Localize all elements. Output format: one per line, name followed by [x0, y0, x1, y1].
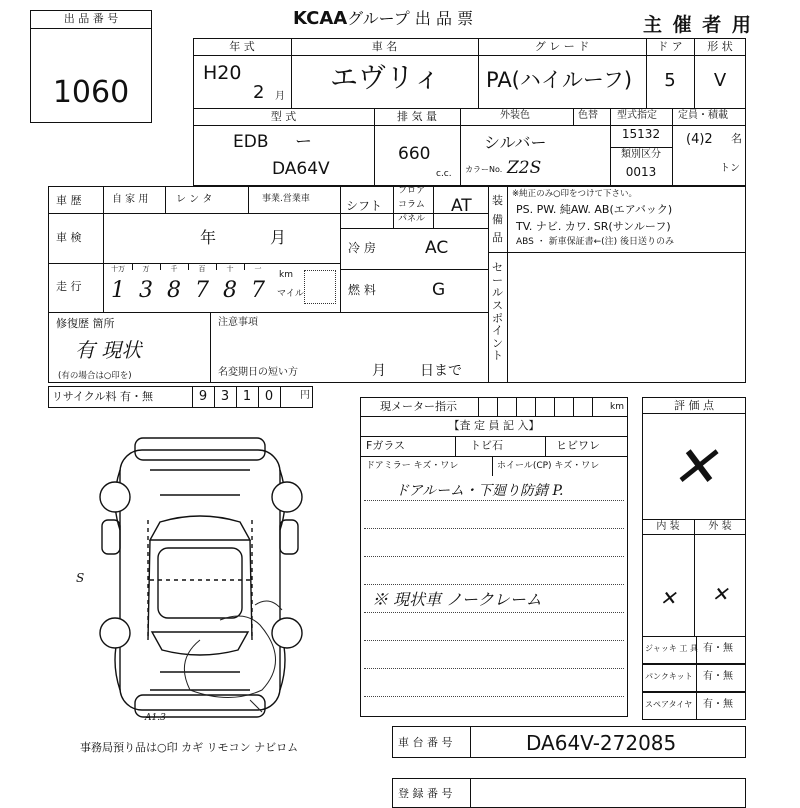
chip-label: トビ石 — [470, 439, 503, 452]
inspector-section-label: 【査 定 員 記 入】 — [448, 419, 540, 432]
handwritten-note-1: ドアルーム・下廻り防錆 P. — [395, 483, 564, 499]
grid-line — [694, 519, 695, 637]
odometer-digit: 8 — [167, 278, 181, 303]
shift-value: AT — [451, 196, 472, 216]
business-label: 事業.営業車 — [262, 194, 310, 204]
notes-label: 注意事項 — [218, 317, 258, 328]
glass-label: Fガラス — [366, 439, 405, 452]
accessory-label: ジャッキ 工 具 — [645, 644, 698, 653]
month-value: 2 — [253, 82, 265, 103]
diagram-side-mark: S — [76, 571, 85, 585]
note-line — [364, 528, 624, 529]
grid-line — [360, 456, 628, 457]
grid-line — [478, 397, 479, 416]
history-label: 車 歴 — [56, 194, 82, 207]
accessory-value: 有・無 — [703, 671, 733, 682]
recycle-digit: 0 — [264, 389, 274, 404]
repair-value: 有 現状 — [75, 338, 142, 362]
doors-value: 5 — [664, 70, 676, 91]
note-line — [364, 696, 624, 697]
odometer-digit-label: 一 — [254, 265, 262, 273]
meter-unit: km — [610, 402, 624, 412]
color-no-label: カラーNo. — [465, 165, 503, 174]
odometer-digit: 7 — [195, 278, 209, 303]
lot-number: 1060 — [52, 75, 130, 110]
color-change-label: 色替 — [578, 110, 598, 121]
mileage-label: 走 行 — [56, 280, 82, 293]
type-designation-label: 型式指定 — [617, 110, 657, 121]
note-line — [364, 556, 624, 557]
year-value: H20 — [203, 62, 242, 84]
grid-line — [535, 397, 536, 416]
short-name-day: 日まで — [420, 363, 462, 379]
short-name-month: 月 — [372, 363, 386, 379]
mirror-label: ドアミラー キズ・ワレ — [366, 461, 459, 471]
registration-label: 登 録 番 号 — [398, 787, 453, 800]
recycle-digit: 9 — [198, 389, 208, 404]
displacement-label: 排 気 量 — [397, 110, 437, 123]
note-line — [364, 668, 624, 669]
exterior-mark: ✕ — [711, 582, 729, 606]
chassis-number: DA64V-272085 — [526, 731, 677, 755]
grid-line — [497, 397, 498, 416]
grid-line — [696, 692, 697, 720]
inspection-year-unit: 年 — [200, 228, 217, 247]
accessory-value: 有・無 — [703, 699, 733, 710]
chassis-label: 車 台 番 号 — [398, 736, 453, 749]
grid-line — [592, 397, 593, 416]
repair-label: 修復歴 箇所 — [56, 317, 115, 330]
shift-label: シフト — [346, 199, 383, 213]
odometer-digit: 1 — [111, 278, 125, 303]
brand-logo: KCAA — [293, 8, 348, 29]
fuel-value: G — [432, 280, 446, 300]
inspection-month-unit: 月 — [270, 228, 287, 247]
type-designation-value: 15132 — [621, 127, 661, 141]
mile-label: マイル — [277, 289, 304, 299]
interior-label: 内 装 — [656, 521, 680, 532]
interior-mark: ✕ — [659, 586, 677, 610]
handwritten-note-2: ※ 現状車 ノークレーム — [372, 590, 542, 609]
year-label: 年 式 — [229, 40, 255, 53]
sales-point-label: セールスポイント — [492, 261, 503, 363]
body-value: V — [713, 70, 727, 91]
meter-label: 現メーター指示 — [380, 400, 457, 413]
recycle-label: リサイクル料 有・無 — [52, 390, 153, 403]
displacement-unit: c.c. — [436, 169, 452, 179]
ac-value: AC — [425, 238, 449, 258]
odometer-digit: 3 — [139, 278, 153, 303]
body-label: 形 状 — [707, 40, 733, 53]
name-label: 車 名 — [371, 40, 398, 53]
grid-line — [554, 397, 555, 416]
equipment-line-2: TV. ナビ. カワ. SR(サンルーフ) — [516, 220, 671, 233]
model-dash: ー — [295, 132, 312, 152]
grid-line — [642, 413, 746, 414]
capacity-label: 定員・積載 — [678, 110, 728, 121]
grade-label: グ レ ー ド — [534, 40, 590, 53]
grid-line — [492, 456, 493, 476]
class-label: 類別区分 — [621, 149, 661, 160]
vehicle-name: エヴリィ — [330, 61, 441, 94]
grid-line — [470, 726, 471, 758]
grid-line — [573, 397, 574, 416]
accessory-label: スペアタイヤ — [645, 700, 693, 709]
displacement-value: 660 — [398, 144, 431, 164]
grade-value: PA(ハイルーフ) — [486, 68, 633, 92]
exterior-color-value: シルバー — [484, 133, 547, 152]
note-line — [364, 584, 624, 585]
fuel-label: 燃 料 — [348, 283, 376, 297]
grid-line — [470, 778, 471, 808]
score-mark: ✕ — [670, 435, 718, 500]
panel-label: パネル — [398, 214, 426, 224]
equipment-note: ※純正のみ○印をつけて下さい。 — [512, 189, 638, 199]
rental-label: レ ン タ — [176, 194, 213, 205]
capacity-unit: 名 — [731, 132, 742, 145]
equipment-line-1: PS. PW. 純AW. AB(エアバック) — [516, 203, 673, 216]
exterior-label: 外 装 — [708, 521, 732, 532]
grid-line — [516, 397, 517, 416]
color-no-value: Z2S — [507, 158, 542, 178]
odometer-digit-label: 十 — [226, 265, 234, 273]
accessory-value: 有・無 — [703, 643, 733, 654]
private-label: 自 家 用 — [112, 194, 149, 205]
repair-hint: (有の場合は○印を) — [58, 371, 132, 381]
office-items: 事務局預り品は○印 カギ リモコン ナビロム — [80, 741, 299, 754]
month-unit: 月 — [275, 91, 285, 102]
short-name-label: 名変期日の短い方 — [218, 367, 298, 378]
grid-line — [696, 664, 697, 692]
km-label: km — [279, 270, 293, 280]
equipment-side-label: 装 備 品 — [492, 194, 503, 245]
grid-line — [360, 436, 628, 437]
form-title: .グループ 出 品 票 — [342, 9, 474, 28]
score-label: 評 価 点 — [674, 399, 714, 412]
column-label: コラム — [398, 200, 425, 210]
recycle-unit: 円 — [300, 390, 310, 401]
doors-label: ド ア — [657, 40, 683, 53]
grid-line — [455, 436, 456, 456]
inspection-label: 車 検 — [56, 231, 82, 244]
equipment-line-3: ABS ・ 新車保証書←(注) 後日送りのみ — [516, 237, 675, 247]
lot-label: 出 品 番 号 — [63, 12, 119, 25]
exterior-color-label: 外装色 — [500, 110, 530, 121]
odometer-digit: 8 — [223, 278, 237, 303]
note-line — [364, 612, 624, 613]
recycle-digit: 1 — [242, 389, 252, 404]
odometer-digit: 7 — [251, 278, 265, 303]
class-number: 0013 — [625, 165, 657, 179]
note-line — [364, 500, 624, 501]
note-line — [364, 640, 624, 641]
model-label: 型 式 — [270, 110, 297, 123]
wheel-label: ホイール(CP) キズ・ワレ — [497, 461, 600, 471]
organizer-label: 主 催 者 用 — [643, 14, 753, 36]
ac-label: 冷 房 — [348, 241, 376, 255]
odometer-digit-label: 万 — [142, 265, 150, 273]
grid-line — [545, 436, 546, 456]
ton-unit: トン — [720, 163, 740, 174]
capacity-value: (4)2 — [686, 132, 713, 147]
odometer-digit-label: 百 — [198, 265, 206, 273]
floor-label: フロア — [398, 186, 426, 196]
odometer-digit-label: 千 — [170, 265, 178, 273]
odometer-digit-label: 十万 — [111, 265, 125, 273]
model-code-1: EDB — [233, 132, 269, 152]
diagram-corner-note: A1.3 — [145, 713, 166, 723]
recycle-digit: 3 — [220, 389, 230, 404]
grid-line — [360, 416, 628, 417]
crack-label: ヒビワレ — [556, 439, 600, 452]
model-code-2: DA64V — [272, 159, 330, 179]
accessory-label: パンクキット — [645, 672, 693, 681]
